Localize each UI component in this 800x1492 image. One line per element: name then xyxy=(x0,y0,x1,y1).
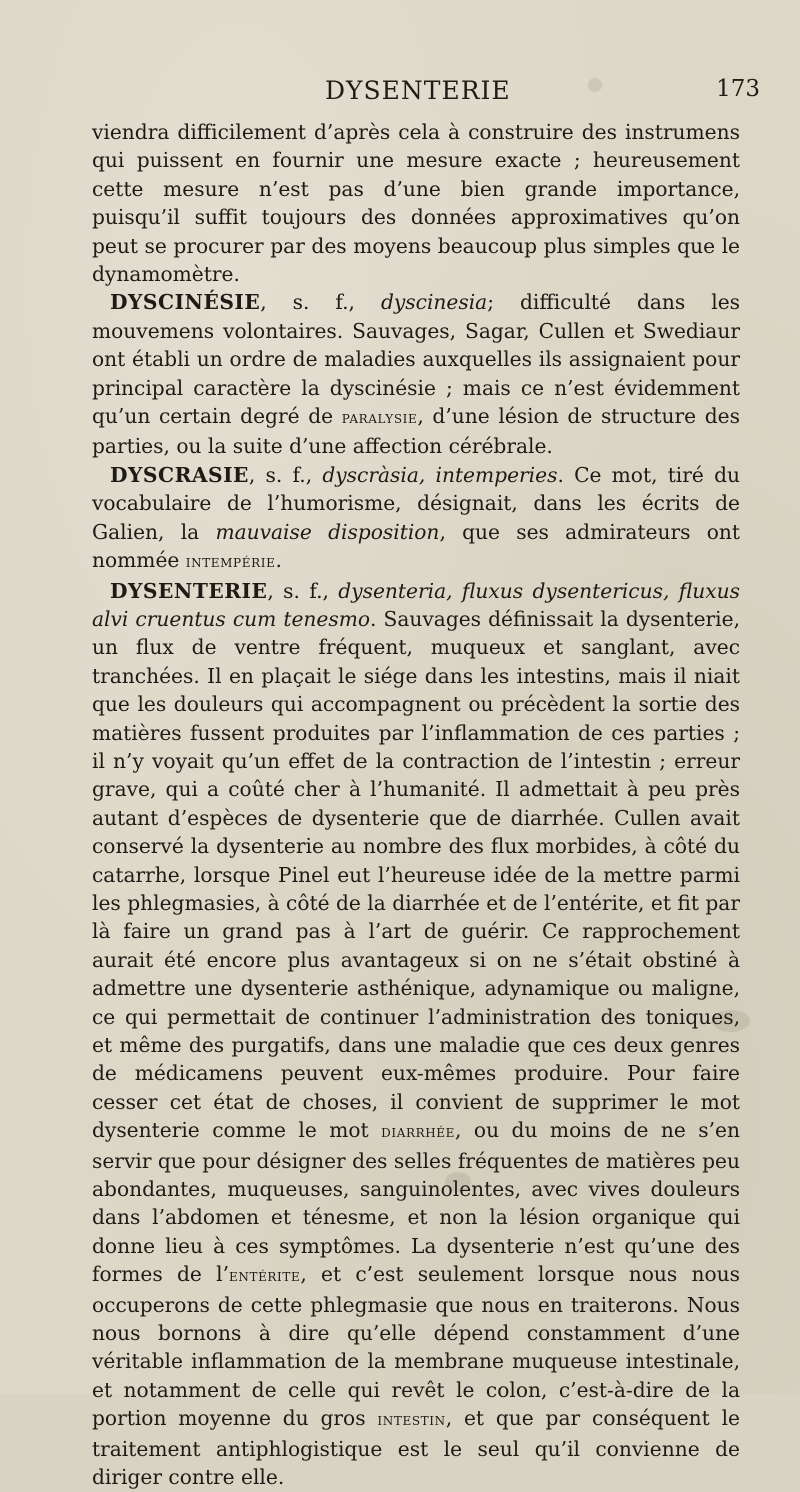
paragraph-text: viendra difficilement d’après cela à construire des instrumens qui puissent en fournir une mesure exacte ; heureusement cette mesure n’est pas d’une bien grande importance, puisqu’il suffit toujours des données approximatives qu’on peut se procurer par des moyens beaucoup plus simples que le dynamomètre. xyxy=(92,120,740,287)
entry-text: . Ce mot, tiré du vocabulaire de l’humorisme, désignait, dans les écrits de Galien, la xyxy=(92,462,740,544)
emphasized-phrase: mauvaise disposition xyxy=(215,519,440,544)
running-title: DYSENTERIE xyxy=(325,76,511,105)
cross-reference: paralysie xyxy=(341,408,418,429)
continuation-paragraph xyxy=(92,118,740,288)
entry-text: , s. f., xyxy=(267,578,339,603)
cross-reference: entérite xyxy=(229,1266,301,1287)
latin-term: dysenteria, fluxus dysentericus, fluxus alvi cruentus cum tenesmo xyxy=(92,578,740,631)
cross-reference: diarrhée xyxy=(381,1122,456,1143)
entry-text: . xyxy=(275,548,282,573)
entry-text: , et c’est seulement lorsque nous nous occuperons de cette phlegmasie que nous en traiterons. Nous nous bornons à dire qu’elle dépend constamment d’une véritable inflammation de la membrane muqueuse intestinale, et notamment de celle qui revêt le colon, c’est-à-dire de la portion moyenne du gros xyxy=(92,1262,740,1431)
entry-text: , s. f., xyxy=(260,290,381,315)
headword: DYSCINÉSIE xyxy=(110,290,261,315)
latin-term: dyscinesia xyxy=(380,290,488,315)
entry-dyscinesie xyxy=(92,288,740,460)
entry-text: , que ses admirateurs ont nommée xyxy=(92,519,740,573)
page-header xyxy=(80,76,760,116)
headword: DYSENTERIE xyxy=(110,578,268,603)
entry-dysenterie xyxy=(92,577,740,1492)
entry-text: , s. f., xyxy=(248,462,323,487)
entry-dyscrasie xyxy=(92,461,740,577)
cross-reference: intestin xyxy=(377,1410,446,1431)
entry-text: , d’une lésion de structure des parties, ou la suite d’une affection cérébrale. xyxy=(92,404,740,459)
entry-text: . Sauvages définissait la dysenterie, un flux de ventre fréquent, muqueux et sanglant, avec tranchées. Il en plaçait le siége dans les intestins, mais il niait que les douleurs qui accompagnent ou précèdent la sortie des matières fussent produites par l’inflammation de ces parties ; il n’y voyait qu’un effet de la contraction de l’intestin ; erreur grave, qui a coûté cher à l’humanité. Il admettait à peu près autant d’espèces de dysenterie que de diarrhée. Cullen avait conservé la dysenterie au nombre des flux morbides, à côté du catarrhe, lorsque Pinel eut l’heureuse idée de la mettre parmi les phlegmasies, à côté de la diarrhée et de l’entérite, et fit par là faire un grand pas à l’art de guérir. Ce rapprochement aurait été encore plus avantageux si on ne s’était obstiné à admettre une dysenterie asthénique, adynamique ou maligne, ce qui permettait de continuer l’administration des toniques, et même des purgatifs, dans une maladie que ces deux genres de médicamens peuvent eux-mêmes produire. Pour faire cesser cet état de choses, il convient de supprimer le mot dysenterie comme le mot xyxy=(92,606,740,1143)
entry-text: , et que par conséquent le traitement antiphlogistique est le seul qu’il convienne de diriger contre elle. xyxy=(92,1406,741,1490)
cross-reference: intempérie xyxy=(185,552,276,573)
latin-term: dyscràsia, intemperies xyxy=(322,462,558,487)
headword: DYSCRASIE xyxy=(110,462,249,487)
page-number: 173 xyxy=(716,76,760,102)
entry-text: , ou du moins de ne s’en servir que pour désigner des selles fréquentes de matières peu abondantes, muqueuses, sanguinolentes, avec vives douleurs dans l’abdomen et ténesme, et non la lésion organique qui donne lieu à ces symptômes. La dysenterie n’est qu’une des formes de l’ xyxy=(92,1118,740,1287)
entry-text: ; difficulté dans les mouvemens volontaires. Sauvages, Sagar, Cullen et Swediaur ont établi un ordre de maladies auxquelles ils assignaient pour principal caractère la dyscinésie ; mais ce n’est évidemment qu’un certain degré de xyxy=(92,290,741,429)
text-column xyxy=(92,118,740,1492)
